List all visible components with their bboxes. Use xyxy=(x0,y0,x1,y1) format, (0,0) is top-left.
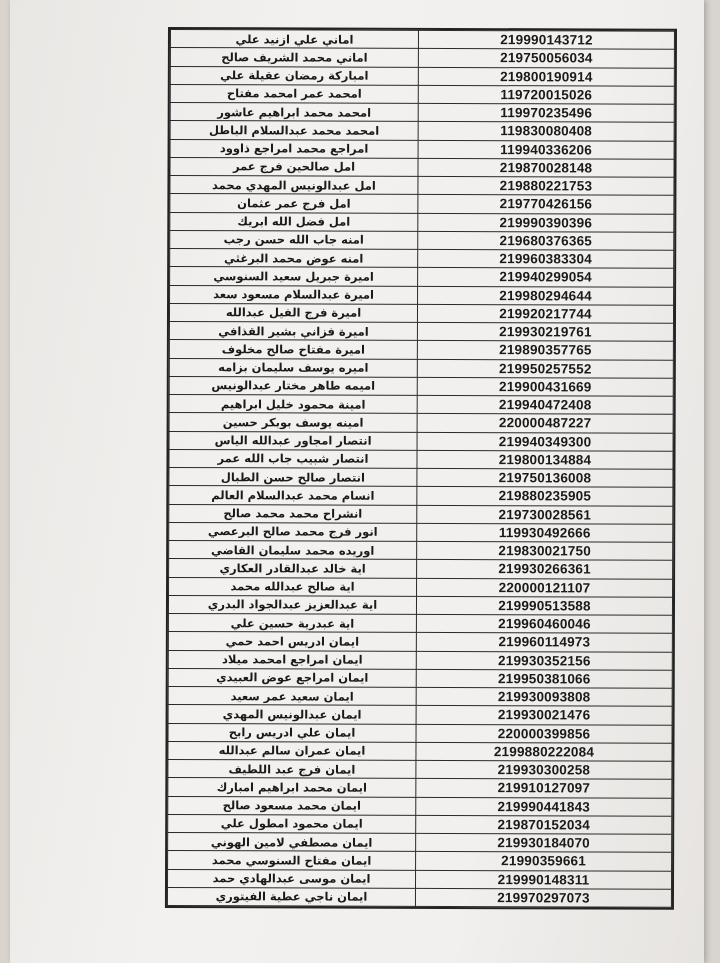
person-name-cell: اميرة مفتاح صالح مخلوف xyxy=(169,340,417,359)
person-name-cell: ايمان محمود امطول علي xyxy=(168,814,416,833)
national-id-cell: 219900431669 xyxy=(417,377,673,396)
table-row xyxy=(170,139,674,159)
national-id-cell: 220000121107 xyxy=(417,578,673,597)
person-name-cell: ايمان امراجع عوض العبيدي xyxy=(168,668,416,687)
national-id-cell: 219990390396 xyxy=(418,213,674,232)
national-id-cell: 219800134884 xyxy=(417,450,673,469)
table-row xyxy=(168,741,672,761)
national-id-cell: 219750136008 xyxy=(417,468,673,487)
person-name-cell: اية صالح عبدالله محمد xyxy=(169,577,417,596)
table-row xyxy=(169,322,673,342)
table-row xyxy=(170,249,674,269)
national-id-cell: 219990441843 xyxy=(416,797,672,816)
table-row xyxy=(170,66,674,86)
person-name-cell: امباركة رمضان عقيلة علي xyxy=(170,66,418,85)
table-row xyxy=(168,760,672,780)
national-id-cell: 219920217744 xyxy=(417,304,673,323)
national-id-cell: 219940299054 xyxy=(418,268,674,287)
person-name-cell: انور فرج محمد صالح البرعصي xyxy=(169,522,417,541)
person-name-cell: امينة محمود خليل ابراهيم xyxy=(169,395,417,414)
national-id-cell: 219800190914 xyxy=(418,67,674,86)
table-row xyxy=(168,614,672,634)
table-row xyxy=(170,212,674,232)
national-id-cell: 119970235496 xyxy=(418,103,674,122)
national-id-cell: 219940349300 xyxy=(417,432,673,451)
table-row xyxy=(170,176,674,196)
national-id-cell: 119830080408 xyxy=(418,122,674,141)
table-row xyxy=(169,376,673,396)
national-id-cell: 219930021476 xyxy=(416,706,672,725)
table-row xyxy=(169,522,673,542)
table-row xyxy=(169,468,673,488)
national-id-cell: 219930093808 xyxy=(416,687,672,706)
table-row xyxy=(169,541,673,561)
person-name-cell: اوريده محمد سليمان القاضي xyxy=(169,541,417,560)
person-name-cell: ايمان عبدالونيس المهدي xyxy=(168,705,416,724)
table-body xyxy=(167,30,674,908)
person-name-cell: اميرة فزاني بشير القذافي xyxy=(169,322,417,341)
person-name-cell: اميرة جبريل سعيد السنوسي xyxy=(170,267,418,286)
national-id-cell: 119930492666 xyxy=(417,523,673,542)
table-row xyxy=(169,413,673,433)
person-name-cell: اية عبدرية حسين علي xyxy=(168,614,416,633)
national-id-cell: 219940472408 xyxy=(417,395,673,414)
person-name-cell: ايمان فرج عبد اللطيف xyxy=(168,760,416,779)
table-row xyxy=(170,157,674,177)
national-id-cell: 219930219761 xyxy=(417,322,673,341)
national-id-cell: 219930352156 xyxy=(416,651,672,670)
person-name-cell: ايمان محمد ابراهيم امبارك xyxy=(168,778,416,797)
table-row xyxy=(168,705,672,725)
person-name-cell: ايمان امراجع امحمد ميلاد xyxy=(168,650,416,669)
table-row xyxy=(169,577,673,597)
national-id-cell: 119940336206 xyxy=(418,140,674,159)
national-id-cell: 219960383304 xyxy=(418,249,674,268)
national-id-cell: 219960114973 xyxy=(416,633,672,652)
table-row xyxy=(169,395,673,415)
table-row xyxy=(168,723,672,743)
national-id-cell: 219770426156 xyxy=(418,195,674,214)
table-row xyxy=(170,48,674,68)
table-row xyxy=(170,84,674,104)
person-name-cell: انتصار صالح حسن الطبال xyxy=(169,468,417,487)
table-row xyxy=(168,595,672,615)
national-id-cell: 219970297073 xyxy=(415,888,671,907)
person-name-cell: اماني محمد الشريف صالح xyxy=(170,48,418,67)
person-name-cell: امنه جاب الله حسن رجب xyxy=(170,230,418,249)
person-name-cell: امل فضل الله ابريك xyxy=(170,212,418,231)
paper-sheet xyxy=(10,0,704,963)
person-name-cell: اميمه طاهر مختار عبدالونيس xyxy=(169,376,417,395)
national-id-cell: 219980294644 xyxy=(418,286,674,305)
national-id-cell: 219930266361 xyxy=(417,560,673,579)
person-name-cell: امحمد عمر امحمد مفتاح xyxy=(170,84,418,103)
national-id-cell: 219990148311 xyxy=(415,870,671,889)
table-row xyxy=(170,30,674,50)
person-name-cell: انتصار شبيب جاب الله عمر xyxy=(169,449,417,468)
national-id-cell: 220000487227 xyxy=(417,414,673,433)
national-id-cell: 219750056034 xyxy=(418,49,674,68)
national-id-cell: 219880235905 xyxy=(417,487,673,506)
person-name-cell: امنه عوض محمد البرغثي xyxy=(170,249,418,268)
table-row xyxy=(169,504,673,524)
person-name-cell: اميرة عبدالسلام مسعود سعد xyxy=(170,285,418,304)
person-name-cell: ايمان مفتاح السنوسي محمد xyxy=(168,851,416,870)
person-name-cell: ايمان محمد مسعود صالح xyxy=(168,796,416,815)
person-name-cell: امينه يوسف بوبكر حسين xyxy=(169,413,417,432)
person-name-cell: ايمان ادريس احمد حمي xyxy=(168,632,416,651)
national-id-cell: 219880221753 xyxy=(418,176,674,195)
person-name-cell: اية عبدالعزيز عبدالجواد البدري xyxy=(168,595,416,614)
national-id-cell: 219990513588 xyxy=(416,596,672,615)
person-name-cell: ايمان علي ادريس رابح xyxy=(168,723,416,742)
table-row xyxy=(169,340,673,360)
person-name-cell: انسام محمد عبدالسلام العالم xyxy=(169,486,417,505)
table-row xyxy=(168,687,672,707)
person-name-cell: ايمان مصطفي لامين الهوني xyxy=(168,833,416,852)
national-id-cell: 219990143712 xyxy=(418,30,674,49)
national-id-cell: 219680376365 xyxy=(418,231,674,250)
person-name-cell: انتصار امجاور عبدالله الياس xyxy=(169,431,417,450)
table-row xyxy=(168,778,672,798)
national-id-cell: 219930300258 xyxy=(416,760,672,779)
national-id-cell: 219960460046 xyxy=(416,614,672,633)
table-row xyxy=(169,358,673,378)
person-name-cell: اية خالد عبدالقادر العكاري xyxy=(169,559,417,578)
table-row xyxy=(168,851,672,871)
person-name-cell: امحمد محمد ابراهيم عاشور xyxy=(170,103,418,122)
person-name-cell: انشراح محمد محمد صالح xyxy=(169,504,417,523)
person-name-cell: اميره يوسف سليمان بزامه xyxy=(169,358,417,377)
table-row xyxy=(168,650,672,670)
person-name-cell: اماني علي ازنيد علي xyxy=(170,30,418,49)
person-name-cell: ايمان سعيد عمر سعيد xyxy=(168,687,416,706)
table-row xyxy=(170,230,674,250)
table-row xyxy=(168,833,672,853)
person-name-cell: امراجع محمد امراجع ذاوود xyxy=(170,139,418,158)
national-id-cell: 219870028148 xyxy=(418,158,674,177)
national-id-cell: 21990359661 xyxy=(416,852,672,871)
table-row xyxy=(168,632,672,652)
national-id-cell: 219830021750 xyxy=(417,541,673,560)
table-row xyxy=(167,887,671,907)
table-row xyxy=(170,103,674,123)
table-row xyxy=(168,668,672,688)
person-name-cell: ايمان ناجي عطية الفيتوري xyxy=(167,887,415,906)
names-table-grid xyxy=(167,29,675,908)
national-id-cell: 219910127097 xyxy=(416,779,672,798)
table-row xyxy=(170,194,674,214)
person-name-cell: ايمان موسى عبدالهادي حمد xyxy=(167,869,415,888)
table-row xyxy=(169,486,673,506)
national-id-cell: 220000399856 xyxy=(416,724,672,743)
table-row xyxy=(169,303,673,323)
national-id-cell: 219890357765 xyxy=(417,341,673,360)
table-row xyxy=(170,121,674,141)
person-name-cell: ايمان عمران سالم عبدالله xyxy=(168,741,416,760)
person-name-cell: امحمد محمد عبدالسلام الباطل xyxy=(170,121,418,140)
names-table xyxy=(165,27,677,910)
table-row xyxy=(170,285,674,305)
national-id-cell: 119720015026 xyxy=(418,85,674,104)
national-id-cell: 219730028561 xyxy=(417,505,673,524)
national-id-cell: 219930184070 xyxy=(416,833,672,852)
person-name-cell: امل صالحين فرج عمر xyxy=(170,157,418,176)
table-row xyxy=(167,869,671,889)
national-id-cell: 219950257552 xyxy=(417,359,673,378)
person-name-cell: امل فرج عمر عثمان xyxy=(170,194,418,213)
table-row xyxy=(170,267,674,287)
national-id-cell: 219950381066 xyxy=(416,669,672,688)
table-row xyxy=(169,449,673,469)
table-row xyxy=(169,431,673,451)
national-id-cell: 2199880222084 xyxy=(416,742,672,761)
table-row xyxy=(168,814,672,834)
table-row xyxy=(169,559,673,579)
table-row xyxy=(168,796,672,816)
person-name-cell: اميرة فرج الفيل عبدالله xyxy=(169,303,417,322)
national-id-cell: 219870152034 xyxy=(416,815,672,834)
person-name-cell: امل عبدالونيس المهدي محمد xyxy=(170,176,418,195)
